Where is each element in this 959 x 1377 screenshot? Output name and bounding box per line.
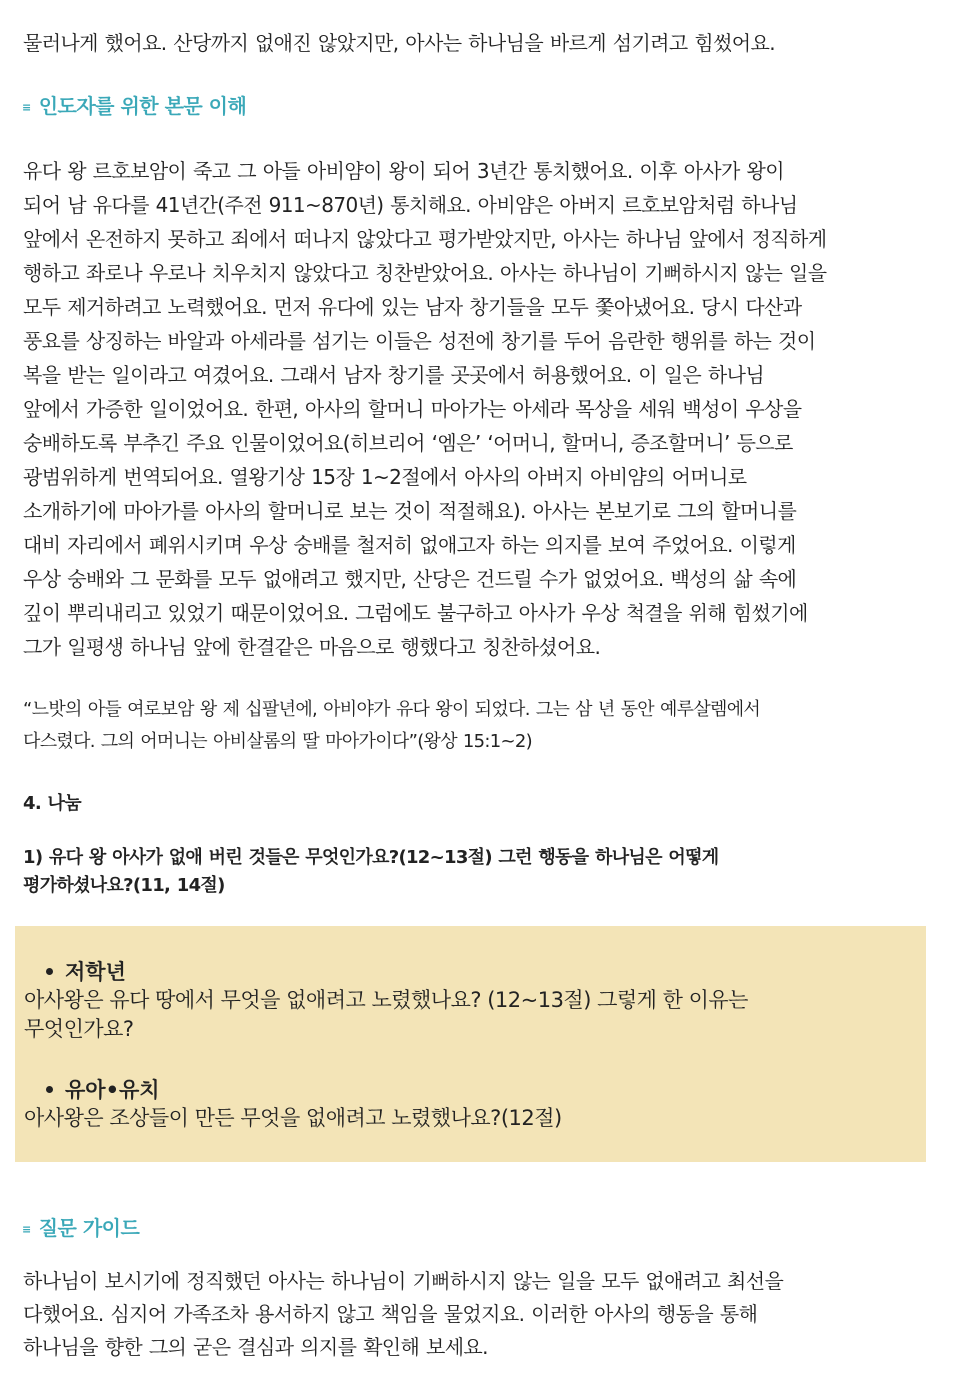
sharing-title: 4. 나눔 (23, 793, 81, 814)
age-group-questions-box (15, 926, 926, 1162)
age-group-title-preschool (46, 1074, 160, 1104)
paragraph-line: 풍요를 상징하는 바알과 아세라를 섬기는 이들은 성전에 창기를 두어 음란한 행위를 하는 것이 (23, 329, 816, 353)
section-heading-question-guide (22, 1212, 139, 1241)
paragraph-line: 깊이 뿌리내리고 있었기 때문이었어요. 그럼에도 불구하고 아사가 우상 척결을 위해 힘썼기에 (23, 601, 808, 625)
age-group-question-line: 아사왕은 조상들이 만든 무엇을 없애려고 노렸했나요?(12절) (24, 1106, 562, 1130)
paragraph-line: 하나님이 보시기에 정직했던 아사는 하나님이 기뻐하시지 않는 일을 모두 없애려고 최선을 (23, 1269, 784, 1293)
question-line: 평가하셨나요?(11, 14절) (23, 875, 225, 896)
quote-line: 다스렸다. 그의 어머니는 아비살롬의 딸 마아가이다”(왕상 15:1~2) (23, 731, 532, 752)
age-group-title-lower-grades (46, 956, 126, 986)
paragraph-line: 앞에서 온전하지 못하고 죄에서 떠나지 않았다고 평가받았지만, 아사는 하나님 앞에서 정직하게 (23, 227, 827, 251)
paragraph-line: 모두 제거하려고 노력했어요. 먼저 유다에 있는 남자 창기들을 모두 쫓아냈어요. 당시 다산과 (23, 295, 802, 319)
section-heading-text-understanding (22, 90, 246, 119)
age-group-question-line: 무엇인가요? (24, 1017, 134, 1041)
paragraph-line: 하나님을 향한 그의 굳은 결심과 의지를 확인해 보세요. (23, 1335, 488, 1359)
paragraph-line: 소개하기에 마아가를 아사의 할머니로 보는 것이 적절해요). 아사는 본보기로 그의 할머니를 (23, 499, 797, 523)
paragraph-line: 행하고 좌로나 우로나 치우치지 않았다고 칭찬받았어요. 아사는 하나님이 기뻐하시지 않는 일을 (23, 261, 827, 285)
paragraph-line: 유다 왕 르호보암이 죽고 그 아들 아비얌이 왕이 되어 3년간 통치했어요. 이후 아사가 왕이 (23, 159, 784, 183)
paragraph-line: 다했어요. 심지어 가족조차 용서하지 않고 책임을 물었지요. 이러한 아사의 행동을 통해 (23, 1302, 758, 1326)
top-text-line: 물러나게 했어요. 산당까지 없애진 않았지만, 아사는 하나님을 바르게 섬기려고 힘썼어요. (23, 31, 776, 55)
paragraph-line: 앞에서 가증한 일이었어요. 한편, 아사의 할머니 마아가는 아세라 목상을 세워 백성이 우상을 (23, 397, 802, 421)
list-marker-icon: ≡ (22, 101, 31, 114)
paragraph-line: 복을 받는 일이라고 여겼어요. 그래서 남자 창기를 곳곳에서 허용했어요. 이 일은 하나님 (23, 363, 765, 387)
age-group-label: 저학년 (65, 960, 126, 984)
section-heading-label: 질문 가이드 (38, 1216, 140, 1240)
age-group-label: 유아•유치 (65, 1078, 160, 1102)
paragraph-line: 되어 남 유다를 41년간(주전 911~870년) 통치해요. 아비얌은 아버지 르호보암처럼 하나님 (23, 193, 798, 217)
paragraph-line: 우상 숭배와 그 문화를 모두 없애려고 했지만, 산당은 건드릴 수가 없었어요. 백성의 삶 속에 (23, 567, 797, 591)
paragraph-line: 대비 자리에서 폐위시키며 우상 숭배를 철저히 없애고자 하는 의지를 보여 주었어요. 이렇게 (23, 533, 796, 557)
bullet-icon (46, 1086, 53, 1093)
quote-line: “느밧의 아들 여로보암 왕 제 십팔년에, 아비야가 유다 왕이 되었다. 그는 삼 년 동안 예루살렘에서 (23, 699, 761, 720)
bullet-icon (46, 968, 53, 975)
paragraph-line: 그가 일평생 하나님 앞에 한결같은 마음으로 행했다고 칭찬하셨어요. (23, 635, 601, 659)
paragraph-line: 숭배하도록 부추긴 주요 인물이었어요(히브리어 ‘엠은’ ‘어머니, 할머니, 증조할머니’ 등으로 (23, 431, 793, 455)
list-marker-icon: ≡ (22, 1223, 31, 1236)
question-line: 1) 유다 왕 아사가 없애 버린 것들은 무엇인가요?(12~13절) 그런 행동을 하나님은 어떻게 (23, 847, 719, 868)
section-heading-label: 인도자를 위한 본문 이해 (38, 94, 247, 118)
paragraph-line: 광범위하게 번역되어요. 열왕기상 15장 1~2절에서 아사의 아버지 아비얌의 어머니로 (23, 465, 747, 489)
age-group-question-line: 아사왕은 유다 땅에서 무엇을 없애려고 노렸했나요? (12~13절) 그렇게 한 이유는 (24, 988, 748, 1012)
